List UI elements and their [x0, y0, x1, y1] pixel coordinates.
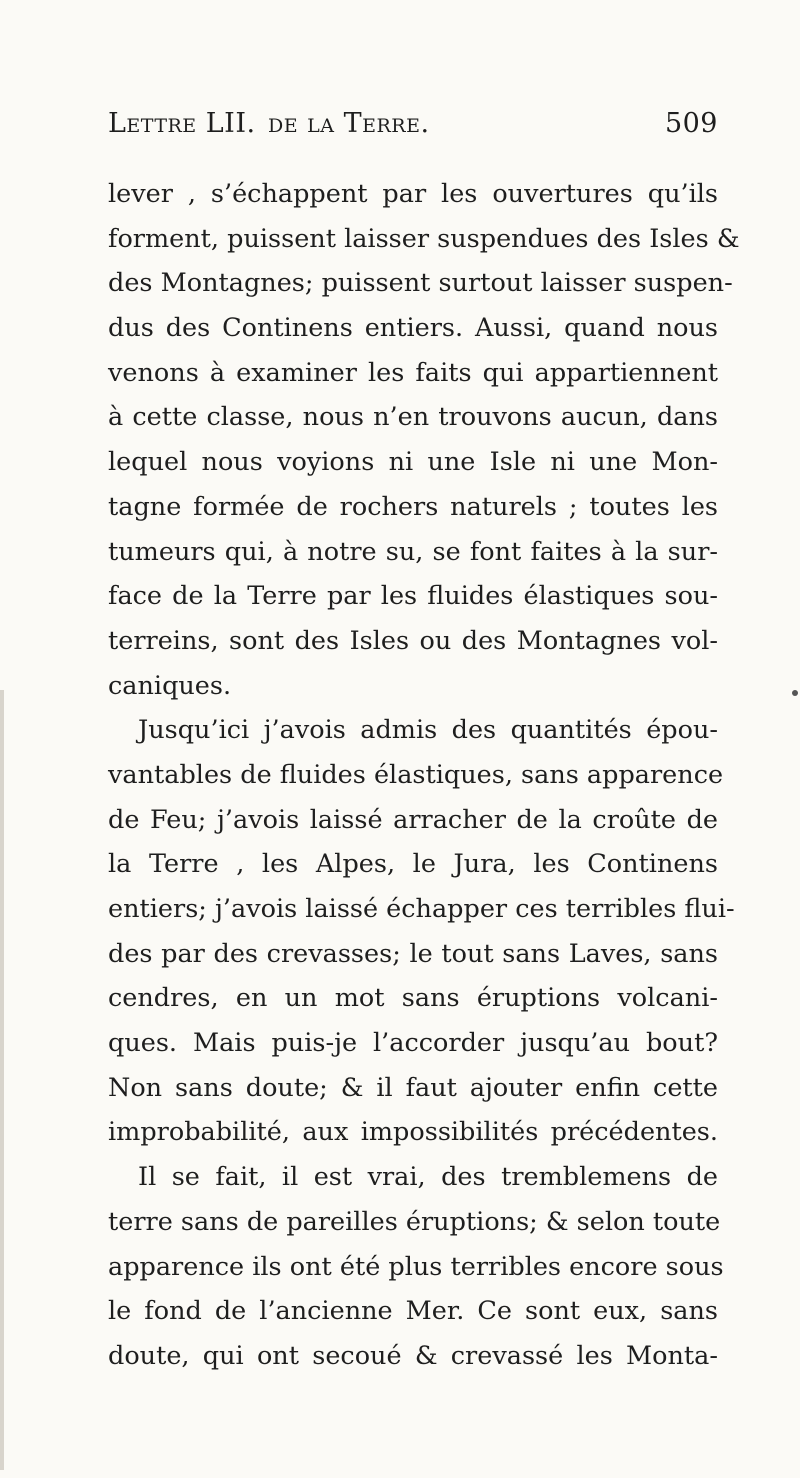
text-line: des Montagnes; puissent surtout laisser suspen-: [108, 268, 733, 299]
running-header: [108, 108, 718, 148]
text-line: entiers; j’avois laissé échapper ces terribles flui-: [108, 894, 735, 924]
text-line: des par des crevasses; le tout sans Laves, sans: [108, 938, 718, 969]
text-line: le fond de l’ancienne Mer. Ce sont eux, sans: [108, 1296, 718, 1327]
text-line: tumeurs qui, à notre su, se font faites à la sur-: [108, 536, 718, 567]
text-line: Non sans doute; & il faut ajouter enfin cette: [108, 1072, 718, 1103]
page-body: [108, 172, 740, 1379]
text-line: improbabilité, aux impossibilités précédentes.: [108, 1117, 718, 1148]
text-line: lever , s’échappent par les ouvertures qu’ils: [108, 179, 718, 209]
ink-speck: [792, 690, 798, 696]
text-line: Il se fait, il est vrai, des tremblemens de: [138, 1162, 718, 1193]
header-letter-number: Lettre LII.: [108, 108, 256, 139]
text-line: à cette classe, nous n’en trouvons aucun, dans: [108, 402, 718, 433]
page-number: 509: [664, 108, 718, 139]
text-line: face de la Terre par les fluides élastiques sou-: [108, 581, 718, 612]
page-edge-shadow: [0, 690, 4, 1470]
text-line: dus des Continens entiers. Aussi, quand nous: [108, 313, 718, 344]
text-line: lequel nous voyions ni une Isle ni une Mon-: [108, 447, 718, 478]
text-line: caniques.: [108, 670, 232, 701]
text-line: apparence ils ont été plus terribles encore sous: [108, 1251, 724, 1282]
text-line: cendres, en un mot sans éruptions volcani-: [108, 983, 718, 1014]
text-line: Jusqu’ici j’avois admis des quantités épou-: [138, 715, 718, 746]
text-line: de Feu; j’avois laissé arracher de la croûte de: [108, 804, 718, 835]
text-line: terreins, sont des Isles ou des Montagnes vol-: [108, 625, 718, 656]
text-line: doute, qui ont secoué & crevassé les Monta-: [108, 1340, 718, 1371]
text-line: la Terre , les Alpes, le Jura, les Continens: [108, 849, 718, 880]
header-title: de la Terre.: [268, 108, 430, 139]
text-line: venons à examiner les faits qui appartiennent: [108, 357, 718, 388]
text-line: vantables de fluides élastiques, sans apparence: [108, 759, 724, 790]
text-line: ques. Mais puis-je l’accorder jusqu’au bout?: [108, 1028, 718, 1059]
text-line: forment, puissent laisser suspendues des Isles &: [108, 223, 740, 254]
text-line: terre sans de pareilles éruptions; & selon toute: [108, 1206, 721, 1237]
text-line: tagne formée de rochers naturels ; toutes les: [108, 491, 718, 522]
